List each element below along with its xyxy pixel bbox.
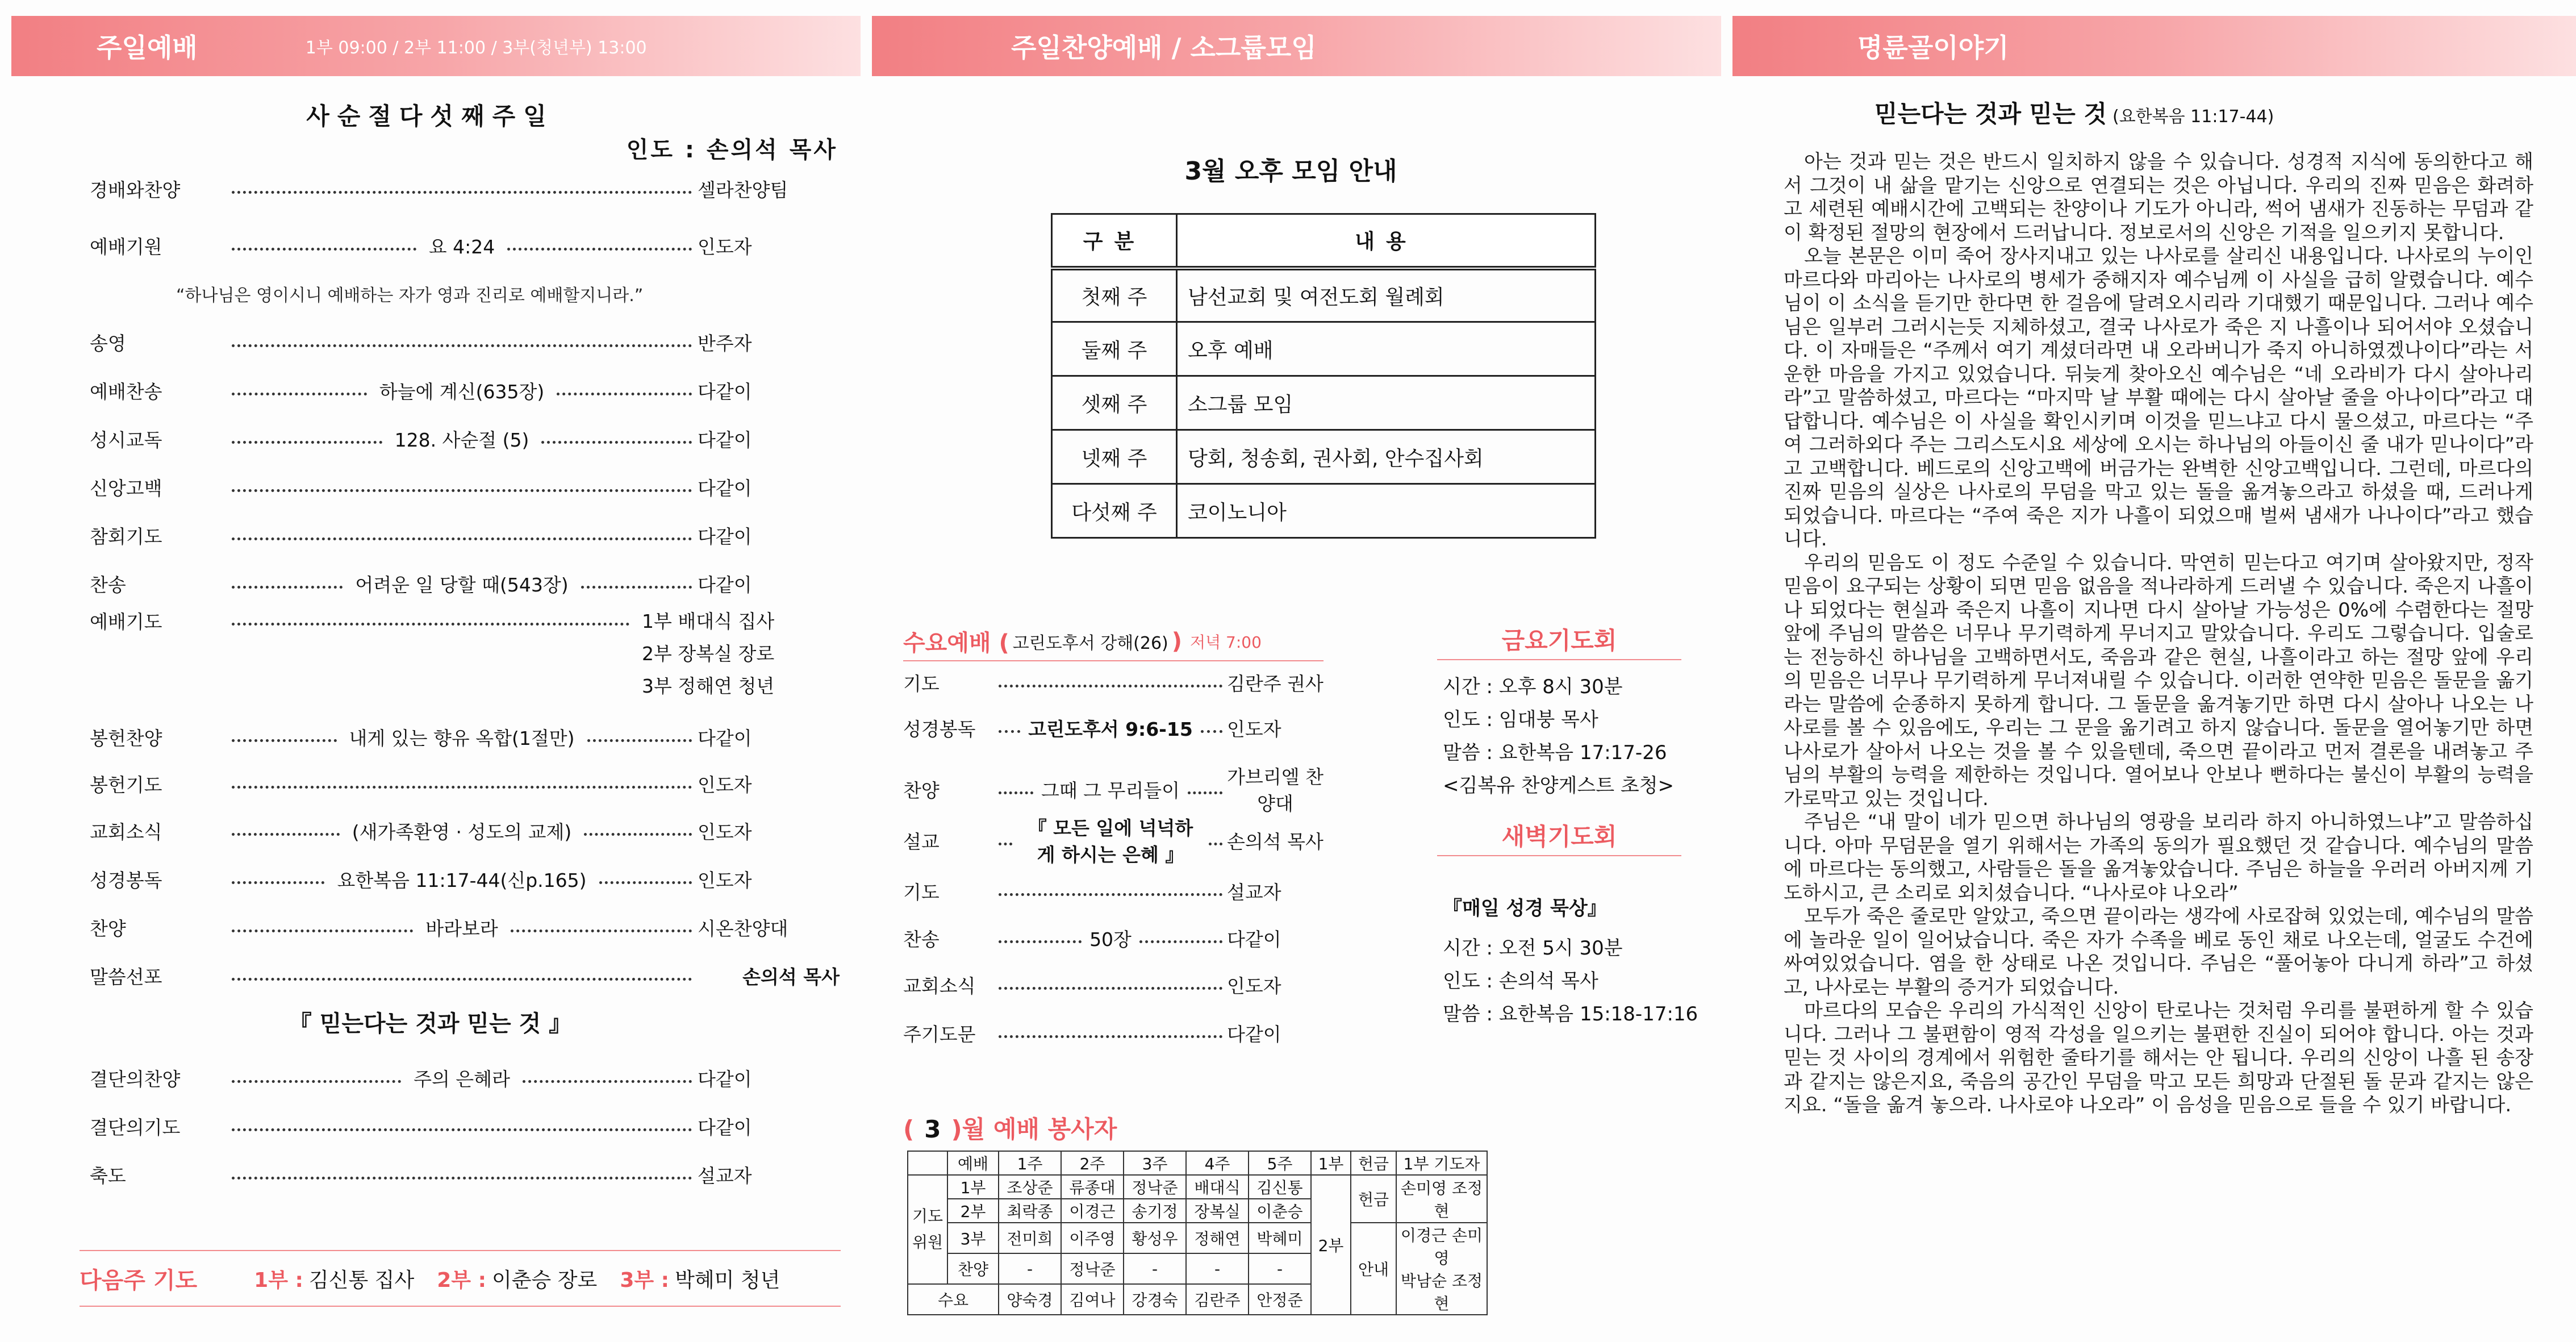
order-label: 예배찬송 — [90, 380, 162, 403]
order-label: 예배기원 — [90, 235, 162, 258]
order-role: 다같이 — [698, 477, 752, 499]
dotted-leader — [232, 1080, 401, 1083]
essay-paragraph: 마르다의 모습은 우리의 가식적인 신앙이 탄로나는 것처럼 우리를 불편하게 할 수 있습니다. 그러나 그 불편함이 영적 각성을 일으키는 불편한 진실이 되어야 합니다. 아는 것과 믿는 것 사이의 경계에서 위험한 줄타기를 해서는 안 됩니다. 우리의 신앙이 나흘 된 송장과 같지는 않은지요, 죽음의 공간인 무덤을 막고 모든 희망과 단절된 돌 문과 같지는 않은지요. “돌을 옮겨 놓으라. 나사로야 나오라” 이 음성을 믿음으로 들을 수 있기 바랍니다. — [1784, 999, 2534, 1116]
dotted-leader — [232, 537, 692, 540]
order-label: 교회소식 — [90, 820, 162, 843]
vol-name: 박혜미 — [1249, 1223, 1311, 1253]
order-role: 인도자 — [698, 869, 752, 891]
meeting-col-header: 내용 — [1177, 214, 1596, 268]
wednesday-label: 성경봉독 — [903, 718, 976, 740]
wednesday-label: 설교 — [903, 830, 940, 853]
order-role: 셀라찬양팀 — [698, 178, 788, 201]
essay-title-text: 믿는다는 것과 믿는 것 — [1874, 100, 2107, 128]
dotted-leader — [1188, 791, 1222, 794]
wednesday-role: 인도자 — [1227, 975, 1281, 997]
order-row — [90, 1111, 840, 1141]
wednesday-row — [903, 669, 1324, 696]
friday-prayer-info — [1443, 670, 1674, 802]
wednesday-role: 가브리엘 찬양대 — [1227, 766, 1324, 815]
order-role: 다같이 — [698, 573, 752, 596]
prayer-name: 이춘승 장로 — [492, 1268, 598, 1292]
order-row — [90, 1159, 840, 1190]
dotted-leader — [232, 786, 692, 789]
volunteers-table — [907, 1151, 1488, 1315]
dotted-leader — [999, 843, 1012, 845]
divider — [903, 660, 1324, 661]
order-label: 결단의찬양 — [90, 1068, 181, 1090]
order-role: 손의석 목사 — [742, 965, 840, 988]
vol-service: 찬양 — [947, 1253, 999, 1284]
wednesday-service-heading — [903, 625, 1262, 657]
wednesday-label: 기도 — [903, 673, 940, 695]
meeting-title: 3월 오후 모임 안내 — [1184, 157, 1397, 186]
next-prayer-label: 다음주 기도 — [80, 1267, 198, 1294]
vol-name: 조상준 — [999, 1175, 1061, 1199]
vol-service: 수요 — [908, 1284, 999, 1315]
meeting-table — [1051, 213, 1596, 539]
order-role: 다같이 — [698, 525, 752, 548]
order-row — [90, 815, 840, 846]
vol-name: 정낙준 — [1124, 1175, 1186, 1199]
meeting-col-header: 구분 — [1052, 214, 1177, 268]
order-detail: 주의 은혜라 — [414, 1068, 510, 1090]
wednesday-detail: 『 모든 일에 넉넉하게 하시는 은혜 』 — [1028, 817, 1193, 866]
dotted-leader — [511, 930, 692, 932]
prayer-leader: 2부 장복실 장로 — [642, 643, 775, 665]
wednesday-role: 김란주 권사 — [1227, 673, 1324, 695]
header-title: 주일예배 — [97, 32, 198, 63]
meeting-content: 남선교회 및 여전도회 월례회 — [1177, 268, 1596, 322]
order-row — [90, 864, 840, 894]
wednesday-row — [903, 762, 1324, 816]
order-role: 인도자 — [698, 235, 752, 258]
order-row — [90, 375, 840, 406]
essay-paragraph: 우리의 믿음도 이 정도 수준일 수 있습니다. 막연히 믿는다고 여기며 살아왔지만, 정작 믿음이 요구되는 상황이 되면 믿음 없음을 적나라하게 드러낼 수 있습니다. 죽은지 나흘이나 되었다는 현실과 죽은지 나흘이 지나면 다시 살아날 가능성은 0%에 수렴한다는 절망 앞에 주님의 말씀은 너무나 무기력하게 무너지고 말았습니다. 우리도 그렇습니다. 입술로는 전능하신 하나님을 고백하면서도, 죽음과 같은 현실, 나흘이라고 하는 절망 앞에 우리의 믿음은 너무나 무기력하게 무너져내릴 수 있습니다. 이러한 연약한 믿음은 돌문을 옮기라는 말씀에 순종하지 못하게 합니다. 그 돌문을 옮겨놓기만 하면 다시 살아나 나오는 나사로를 볼 수 있음에도, 우리는 그 문을 옮기려고 하지 않습니다. 돌문을 열어놓기만 하면 나사로가 살아서 나오는 것을 볼 수 있을텐데, 죽으면 끝이라고 먼저 결론을 내려놓고 주님의 부활의 능력을 제한하는 것입니다. 열어보나 안보나 뻔하다는 불신이 부활의 능력을 가로막고 있는 것입니다. — [1784, 551, 2533, 810]
service-times: 1부 09:00 / 2부 11:00 / 3부(청년부) 13:00 — [305, 38, 647, 58]
dotted-leader — [584, 833, 692, 836]
dotted-leader — [232, 191, 692, 194]
sunday-service-panel — [0, 0, 861, 1342]
vol-name: 송기정 — [1124, 1199, 1186, 1223]
order-row — [90, 722, 840, 752]
wednesday-label: 교회소식 — [903, 975, 976, 997]
order-label: 결단의기도 — [90, 1116, 181, 1139]
vol-col-header: 1부 기도자 — [1396, 1151, 1487, 1175]
order-role: 다같이 — [698, 727, 752, 749]
order-label: 말씀선포 — [90, 965, 162, 988]
wednesday-role: 손의석 목사 — [1227, 830, 1324, 853]
order-row — [90, 173, 840, 204]
essay-title — [1874, 95, 2274, 130]
wednesday-label: 주기도문 — [903, 1023, 976, 1045]
meeting-content: 오후 예배 — [1177, 322, 1596, 376]
meeting-week: 넷째 주 — [1052, 430, 1177, 484]
prayer-leaders — [642, 605, 841, 702]
order-row — [90, 568, 840, 599]
dawn-line: 인도 : 손의석 목사 — [1443, 970, 1598, 993]
vol-offering-label: 헌금 — [1351, 1175, 1396, 1223]
prayer-part: 1부 : — [254, 1268, 303, 1292]
wednesday-close: ) — [1171, 628, 1183, 655]
dotted-leader — [507, 248, 692, 251]
prayer-name: 박혜미 청년 — [675, 1268, 780, 1292]
wednesday-row — [903, 1020, 1324, 1047]
essay-body — [1784, 151, 2533, 1118]
vol-month: 3 — [924, 1115, 941, 1143]
header-title: 명륜골이야기 — [1857, 32, 2009, 63]
dotted-leader — [999, 730, 1020, 733]
evening-service-header — [872, 16, 1721, 76]
dotted-leader — [232, 1128, 692, 1131]
vol-col-header: 2주 — [1061, 1151, 1124, 1175]
essay-paragraph: 주님은 “내 말이 네가 믿으면 하나님의 영광을 보리라 하지 아니하였느냐”고 말씀하십니다. 아마 무덤문을 열기 위해서는 가족의 동의가 필요했던 것 같습니다. 예수님의 말씀에 마르다는 동의했고, 사람들은 돌을 옮겨놓았습니다. 주님은 하늘을 우러러 아버지께 기도하시고, 큰 소리로 외치셨습니다. “나사로야 나오라” — [1784, 811, 2533, 905]
header-title: 주일찬양예배 / 소그룹모임 — [1011, 32, 1317, 63]
vol-name: 강경숙 — [1124, 1284, 1186, 1315]
order-role: 설교자 — [698, 1164, 752, 1187]
wednesday-row — [903, 972, 1324, 998]
vol-name: 김신통 — [1249, 1175, 1311, 1199]
order-label: 송영 — [90, 332, 126, 355]
dotted-leader — [999, 893, 1222, 896]
vol-service: 2부 — [947, 1199, 999, 1223]
meeting-week: 둘째 주 — [1052, 322, 1177, 376]
order-row — [90, 327, 840, 357]
vol-name: 김여나 — [1061, 1284, 1124, 1315]
wednesday-role: 다같이 — [1227, 928, 1281, 951]
vol-name: 이경근 — [1061, 1199, 1124, 1223]
table-row — [908, 1223, 1487, 1253]
friday-line: <김복유 찬양게스트 초청> — [1443, 774, 1675, 797]
order-label: 예배기도 — [90, 610, 162, 633]
prayer-leader: 1부 배대식 집사 — [642, 610, 775, 632]
table-row — [908, 1175, 1487, 1199]
order-label: 축도 — [90, 1164, 126, 1187]
dotted-leader — [232, 441, 382, 444]
dotted-leader — [232, 344, 692, 347]
order-role: 인도자 — [698, 820, 752, 843]
dawn-line: 시간 : 오전 5시 30분 — [1443, 937, 1623, 960]
order-detail: (새가족환영 · 성도의 교제) — [352, 820, 572, 843]
vol-name: 장복실 — [1186, 1199, 1249, 1223]
order-role: 다같이 — [698, 380, 752, 403]
order-row — [90, 768, 840, 799]
dotted-leader — [523, 1080, 692, 1083]
order-row — [90, 520, 840, 551]
order-row — [90, 472, 840, 502]
dotted-leader — [232, 739, 337, 742]
dotted-leader — [232, 833, 340, 836]
order-label: 신앙고백 — [90, 477, 162, 499]
vol-usher-line: 이경근 손미영 — [1400, 1226, 1483, 1268]
dotted-leader — [1201, 730, 1222, 733]
wednesday-series: 고린도후서 강해(26) — [1012, 633, 1168, 653]
table-row — [1052, 268, 1596, 322]
dotted-leader — [999, 987, 1222, 990]
vol-name: 정해연 — [1186, 1223, 1249, 1253]
vol-side-service: 1부 — [1311, 1151, 1351, 1175]
dawn-prayer-title: 새벽기도회 — [1501, 823, 1617, 851]
wednesday-label: 찬양 — [903, 779, 940, 802]
wednesday-title: 수요예배 ( — [903, 630, 1009, 656]
meeting-week: 셋째 주 — [1052, 376, 1177, 430]
dotted-leader — [232, 586, 343, 589]
vol-name: - — [1249, 1253, 1311, 1284]
dotted-leader — [557, 393, 692, 395]
order-detail: 바라보라 — [425, 917, 498, 940]
story-panel — [1721, 0, 2576, 1342]
sunday-title: 사순절다섯째주일 — [306, 102, 554, 130]
dotted-leader — [232, 248, 416, 251]
wednesday-label: 찬송 — [903, 928, 940, 951]
dotted-leader — [232, 881, 324, 884]
dotted-leader — [599, 881, 692, 884]
wednesday-detail: 50장 — [1089, 928, 1132, 951]
dotted-leader — [232, 1177, 692, 1180]
vol-usher-names — [1396, 1223, 1487, 1315]
table-row — [1052, 484, 1596, 538]
vol-name: 이춘승 — [1249, 1199, 1311, 1223]
story-header — [1732, 16, 2576, 76]
vol-name: - — [999, 1253, 1061, 1284]
dotted-leader — [587, 739, 692, 742]
vol-col-header: 1주 — [999, 1151, 1061, 1175]
friday-line: 시간 : 오후 8시 30분 — [1443, 676, 1623, 698]
essay-scripture-ref: (요한복음 11:17-44) — [2112, 107, 2274, 127]
wednesday-detail: 그때 그 무리들이 — [1041, 779, 1180, 802]
prayer-leader: 3부 정해연 청년 — [642, 675, 775, 697]
dotted-leader — [999, 1035, 1222, 1038]
dotted-leader — [581, 586, 692, 589]
dotted-leader — [232, 930, 413, 932]
dotted-leader — [999, 940, 1082, 943]
order-role: 시온찬양대 — [698, 917, 788, 940]
vol-name: 전미희 — [999, 1223, 1061, 1253]
vol-suffix: )월 예배 봉사자 — [951, 1115, 1117, 1143]
wednesday-time: 저녁 7:00 — [1190, 632, 1262, 652]
evening-service-panel — [861, 0, 1721, 1342]
wednesday-detail: 고린도후서 9:6-15 — [1028, 718, 1193, 740]
vol-name: - — [1124, 1253, 1186, 1284]
order-detail: 요 4:24 — [428, 235, 495, 258]
order-row — [90, 1062, 840, 1093]
dotted-leader — [541, 441, 692, 444]
meeting-week: 다섯째 주 — [1052, 484, 1177, 538]
order-detail: 128. 사순절 (5) — [394, 428, 529, 451]
vol-group-label: 기도위원 — [908, 1175, 947, 1284]
friday-prayer-title: 금요기도회 — [1501, 627, 1617, 655]
vol-col-header: 예배 — [947, 1151, 999, 1175]
order-detail: 어려운 일 당할 때(543장) — [355, 573, 569, 596]
vol-prefix: ( — [903, 1115, 915, 1143]
dawn-prayer-info — [1443, 932, 1698, 1031]
wednesday-role: 인도자 — [1227, 718, 1281, 740]
wednesday-row — [903, 715, 1324, 741]
meeting-content: 소그룹 모임 — [1177, 376, 1596, 430]
friday-line: 인도 : 임대붕 목사 — [1443, 708, 1598, 731]
vol-name: 황성우 — [1124, 1223, 1186, 1253]
worship-verse-quote: “하나님은 영이시니 예배하는 자가 영과 진리로 예배할지니라.” — [176, 286, 644, 306]
order-detail: 하늘에 계신(635장) — [379, 380, 545, 403]
prayer-part: 3부 : — [620, 1268, 670, 1292]
service-leader: 인도 : 손의석 목사 — [626, 137, 838, 163]
order-label: 봉헌찬양 — [90, 727, 162, 749]
order-label: 찬송 — [90, 573, 126, 596]
wednesday-row — [903, 925, 1324, 952]
vol-name: 정낙준 — [1061, 1253, 1124, 1284]
dawn-line: 말씀 : 요한복음 15:18-17:16 — [1443, 1003, 1698, 1026]
vol-service: 3부 — [947, 1223, 999, 1253]
wednesday-row — [903, 814, 1324, 867]
divider — [1437, 855, 1681, 856]
wednesday-row — [903, 878, 1324, 905]
prayer-name: 김신통 집사 — [308, 1268, 415, 1292]
dotted-leader — [232, 393, 367, 395]
vol-col-header: 헌금 — [1351, 1151, 1396, 1175]
order-label: 봉헌기도 — [90, 773, 162, 796]
table-row — [1052, 322, 1596, 376]
vol-name: 김란주 — [1186, 1284, 1249, 1315]
next-week-prayer — [80, 1250, 841, 1307]
order-role: 반주자 — [698, 332, 752, 355]
meeting-content: 당회, 청송회, 권사회, 안수집사회 — [1177, 430, 1596, 484]
order-label: 성시교독 — [90, 428, 162, 451]
dotted-leader — [232, 623, 629, 626]
order-role: 다같이 — [698, 1068, 752, 1090]
essay-paragraph: 모두가 죽은 줄로만 알았고, 죽으면 끝이라는 생각에 사로잡혀 있었는데, 예수님의 말씀에 놀라운 일이 일어났습니다. 죽은 자가 수족을 베로 동인 채로 나오는데, 얼굴도 수건에 싸여있었습니다. 염을 한 상태로 나온 것입니다. 주님은 “풀어놓아 다니게 하라”고 하셨고, 나사로는 부활의 증거가 되었습니다. — [1784, 905, 2533, 999]
dawn-subtitle: 『매일 성경 묵상』 — [1443, 897, 1607, 920]
vol-col-header: 5주 — [1249, 1151, 1311, 1175]
wednesday-role: 다같이 — [1227, 1023, 1281, 1045]
sermon-title: 『 믿는다는 것과 믿는 것 』 — [289, 1011, 572, 1037]
vol-corner — [908, 1151, 947, 1175]
dotted-leader — [1209, 843, 1222, 845]
order-label: 경배와찬양 — [90, 178, 181, 201]
vol-usher-line: 박남순 조정현 — [1400, 1272, 1483, 1313]
vol-usher-label: 안내 — [1351, 1223, 1396, 1315]
dotted-leader — [232, 978, 692, 981]
table-row — [908, 1151, 1487, 1175]
vol-name: 류종대 — [1061, 1175, 1124, 1199]
dotted-leader — [1139, 940, 1222, 943]
table-row — [1052, 430, 1596, 484]
vol-service: 1부 — [947, 1175, 999, 1199]
meeting-content: 코이노니아 — [1177, 484, 1596, 538]
order-label: 찬양 — [90, 917, 126, 940]
order-row — [90, 230, 840, 261]
order-role: 다같이 — [698, 428, 752, 451]
order-row — [90, 423, 840, 454]
vol-name: 안정준 — [1249, 1284, 1311, 1315]
prayer-part: 2부 : — [437, 1268, 486, 1292]
divider — [1437, 659, 1681, 660]
vol-offering-names: 손미영 조정현 — [1396, 1175, 1487, 1223]
order-detail: 요한복음 11:17-44(신p.165) — [337, 869, 587, 891]
vol-name: 최락종 — [999, 1199, 1061, 1223]
dotted-leader — [232, 489, 692, 492]
vol-name: 양숙경 — [999, 1284, 1061, 1315]
friday-line: 말씀 : 요한복음 17:17-26 — [1443, 741, 1667, 764]
vol-col-header: 4주 — [1186, 1151, 1249, 1175]
vol-col-header: 3주 — [1124, 1151, 1186, 1175]
vol-side-part: 2부 — [1311, 1175, 1351, 1315]
essay-paragraph: 아는 것과 믿는 것은 반드시 일치하지 않을 수 있습니다. 성경적 지식에 동의한다고 해서 그것이 내 삶을 맡기는 신앙으로 연결되는 것은 아닙니다. 우리의 진짜 믿음은 화려하고 세련된 예배시간에 고백되는 찬양이나 기도가 아니라, 썩어 냄새가 진동하는 무덤과 같이 확정된 절망의 현장에서 드러납니다. 정보로서의 신앙은 기적을 일으키지 못합니다. — [1784, 151, 2533, 244]
order-row — [90, 960, 840, 991]
wednesday-label: 기도 — [903, 881, 940, 903]
order-role: 다같이 — [698, 1116, 752, 1139]
dotted-leader — [999, 685, 1222, 687]
essay-paragraph: 오늘 본문은 이미 죽어 장사지내고 있는 나사로를 살리신 내용입니다. 나사로의 누이인 마르다와 마리아는 나사로의 병세가 중해지자 예수님께 이 사실을 급히 알렸습니다. 예수님이 이 소식을 듣기만 한다면 한 걸음에 달려오시리라 기대했기 때문입니다. 그러나 예수님은 일부러 그러시는듯 지체하셨고, 결국 나사로가 죽은 지 나흘이나 되어서야 오셨습니다. 이 자매들은 “주께서 여기 계셨더라면 내 오라버니가 죽지 아니하였겠나이다”라는 서운한 마음을 가지고 있었습니다. 뒤늦게 찾아오신 예수님은 “네 오라비가 다시 살아나리라”고 말씀하셨고, 마르다는 “마지막 날 부활 때에는 다시 살아날 줄을 아나이다”라고 대답합니다. 예수님은 이 사실을 확인시키며 이것을 믿느냐고 다시 물으셨고, 마르다는 “주여 그러하외다 주는 그리스도시요 세상에 오시는 하나님의 아들이신 줄 내가 믿나이다”라고 고백합니다. 베드로의 신앙고백에 버금가는 완벽한 신앙고백입니다. 그런데, 마르다의 진짜 믿음의 실상은 나사로의 무덤을 막고 있는 돌을 옮겨놓으라고 하셨을 때, 드러나게 되었습니다. 마르다는 “주여 죽은 지가 나흘이 되었으매 벌써 냄새가 나나이다”라고 했습니다. — [1784, 245, 2533, 551]
order-detail: 내게 있는 향유 옥합(1절만) — [349, 727, 575, 749]
table-row — [1052, 376, 1596, 430]
volunteers-heading — [903, 1111, 1117, 1145]
order-label: 참회기도 — [90, 525, 162, 548]
sunday-service-header — [11, 16, 861, 76]
vol-name: 이주영 — [1061, 1223, 1124, 1253]
order-role: 인도자 — [698, 773, 752, 796]
dotted-leader — [999, 791, 1033, 794]
vol-name: - — [1186, 1253, 1249, 1284]
order-row — [90, 912, 840, 943]
order-label: 성경봉독 — [90, 869, 162, 891]
meeting-week: 첫째 주 — [1052, 268, 1177, 322]
wednesday-role: 설교자 — [1227, 881, 1281, 903]
vol-name: 배대식 — [1186, 1175, 1249, 1199]
